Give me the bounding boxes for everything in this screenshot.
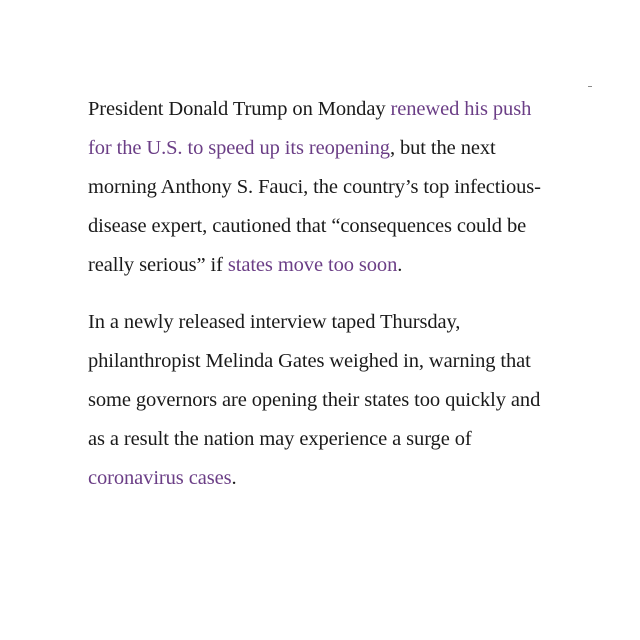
paragraph-1-text-2: , but the next morning Anthony S. Fauci, the country’s top infectious-disease expert, cautioned that “consequences could be really serious” if xyxy=(88,137,541,276)
paragraph-1-text-1: President Donald Trump on Monday xyxy=(88,98,391,120)
link-renewed-push[interactable]: renewed his push for the U.S. to speed up its reopening xyxy=(88,98,532,159)
corner-tick-mark xyxy=(588,86,592,87)
paragraph-2-text-1: In a newly released interview taped Thursday, philanthropist Melinda Gates weighed in, warning that some governors are opening their states too quickly and as a result the nation may experience a surge of xyxy=(88,311,541,450)
article-body xyxy=(88,90,558,516)
paragraph-2-period: . xyxy=(231,467,237,489)
paragraph-1-period: . xyxy=(397,254,403,276)
paragraph-1 xyxy=(88,90,558,285)
link-coronavirus-cases[interactable]: coronavirus cases xyxy=(88,467,232,489)
link-states-move-too-soon[interactable]: states move too soon xyxy=(227,254,398,276)
paragraph-2 xyxy=(88,303,558,498)
